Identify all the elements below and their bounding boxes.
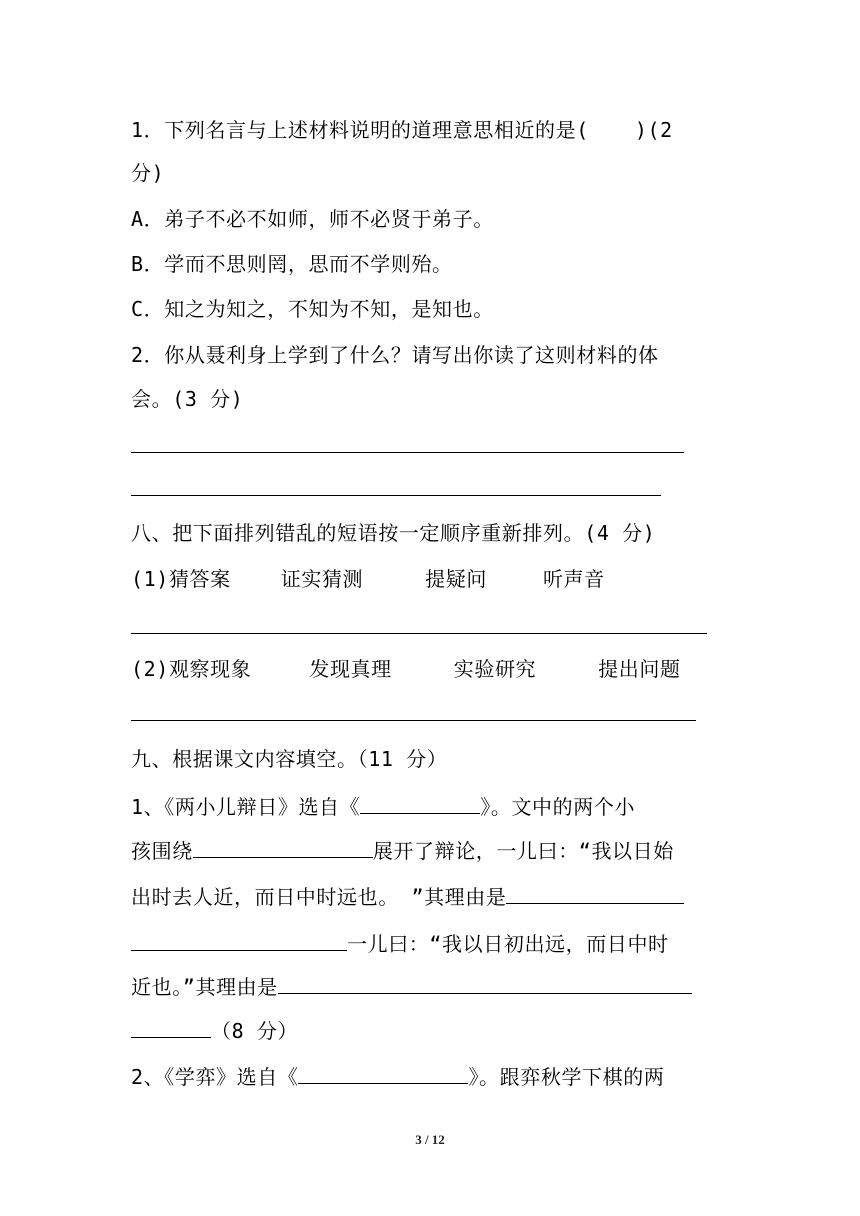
q9-item1-text-d: 展开了辩论，一儿曰：“我以日始	[372, 839, 674, 863]
q9-item2-text-b: 》。跟弈秋学下棋的两	[468, 1065, 665, 1089]
option-c: C．知之为知之，不知为不知，是知也。	[131, 297, 494, 321]
q8-group2	[131, 656, 681, 682]
option-a: A．弟子不必不如师，师不必贤于弟子。	[131, 207, 494, 231]
q9-item1-text-e: 出时去人近，而日中时远也。 ”其理由是	[131, 885, 507, 909]
option-b: B．学而不思则罔，思而不学则殆。	[131, 252, 453, 276]
q9-item1-line3	[131, 883, 684, 910]
debate-topic-blank[interactable]	[193, 837, 373, 858]
q9-item1-text-c: 孩围绕	[131, 839, 193, 863]
q7-item2-line1: 2．你从聂利身上学到了什么？请写出你读了这则材料的体	[131, 343, 659, 367]
reason-1-blank-a[interactable]	[506, 883, 684, 904]
q7-item1-line2: 分)	[131, 161, 165, 185]
answer-line-1[interactable]	[131, 452, 684, 453]
phrase-1-3: 提疑问	[425, 567, 487, 591]
q9-item1-line5	[131, 973, 692, 1000]
q7-item1-score: )(2	[634, 118, 673, 142]
q9-item1-text-f: 一儿曰：“我以日初出远，而日中时	[347, 932, 669, 956]
answer-line-group1[interactable]	[131, 633, 707, 634]
q9-item1-line2	[131, 837, 674, 864]
answer-line-2[interactable]	[131, 495, 661, 496]
q9-item1-text-b: 》。文中的两个小	[480, 795, 636, 819]
phrase-1-4: 听声音	[542, 567, 605, 591]
q8-group2-label: (2)	[131, 657, 169, 681]
q9-item1-text-g: 近也。”其理由是	[131, 975, 278, 999]
q9-item1-text-a: 1、《两小儿辩日》选自《	[131, 795, 361, 819]
page-number: 3 / 12	[415, 1132, 445, 1147]
q9-item1-line4	[131, 930, 669, 957]
q7-item1-text: 1．下列名言与上述材料说明的道理意思相近的是(	[131, 118, 589, 142]
phrase-2-2: 发现真理	[309, 657, 392, 681]
q8-group1-label: (1)	[131, 567, 169, 591]
q9-item1-line1	[131, 793, 635, 820]
xueyi-source-blank[interactable]	[298, 1063, 468, 1084]
q9-item2-text-a: 2、《学弈》选自《	[131, 1065, 299, 1089]
answer-line-group2[interactable]	[131, 720, 696, 721]
phrase-2-3: 实验研究	[453, 657, 537, 681]
phrase-2-4: 提出问题	[598, 657, 681, 681]
q8-heading: 八、把下面排列错乱的短语按一定顺序重新排列。(4 分)	[131, 521, 656, 545]
q9-item2-line1	[131, 1063, 664, 1090]
q7-item1-line1	[131, 117, 673, 143]
q7-item2-line2: 会。(3 分)	[131, 387, 244, 411]
reason-2-blank-b[interactable]	[131, 1017, 211, 1038]
q9-item1-line6	[131, 1017, 298, 1044]
q9-item1-score: （8 分）	[211, 1019, 299, 1043]
phrase-2-1: 观察现象	[168, 657, 252, 681]
book-source-blank[interactable]	[360, 793, 480, 814]
reason-1-blank-b[interactable]	[131, 930, 347, 951]
phrase-1-2: 证实猜测	[280, 567, 364, 591]
phrase-1-1: 猜答案	[168, 567, 231, 591]
q9-heading: 九、根据课文内容填空。（11 分）	[131, 747, 448, 771]
q8-group1	[131, 566, 605, 592]
reason-2-blank-a[interactable]	[278, 973, 692, 994]
